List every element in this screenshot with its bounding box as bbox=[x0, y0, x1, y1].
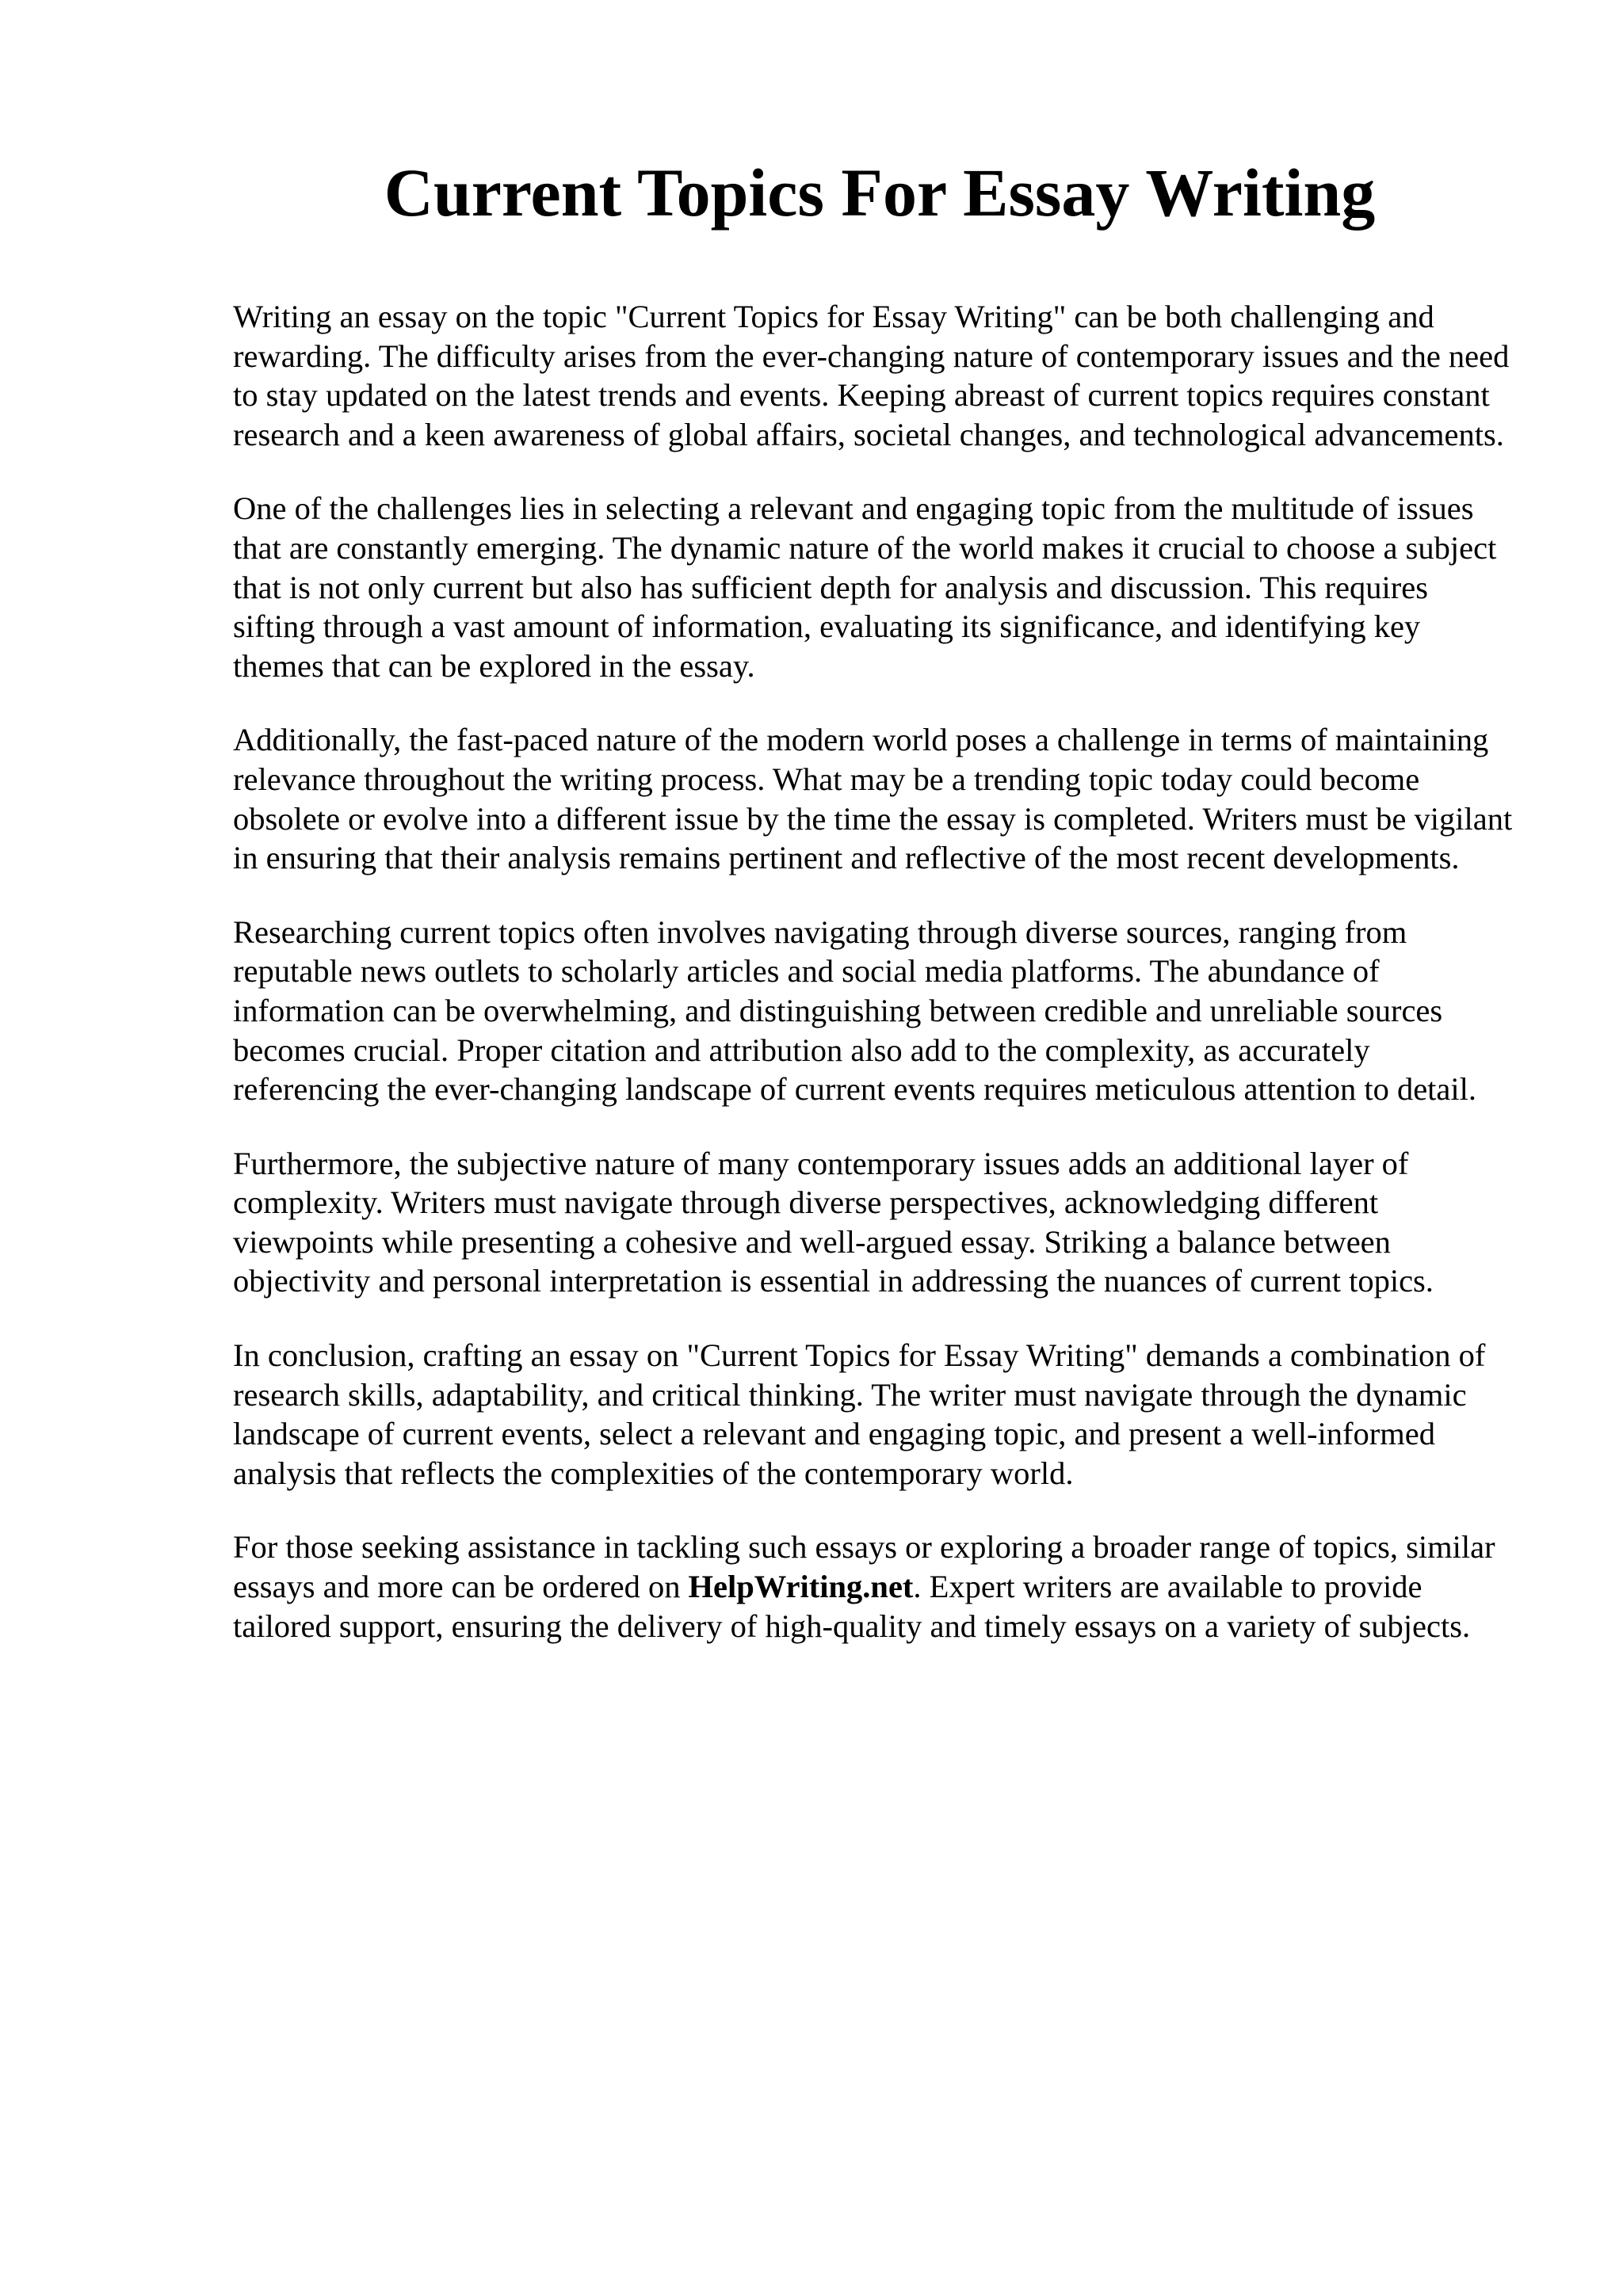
paragraph-closing bbox=[233, 1527, 1517, 1646]
paragraph-topic-selection: One of the challenges lies in selecting a relevant and engaging topic from the multitude of issues that are constantly emerging. The dynamic nature of the world makes it crucial to choose a subject that is not only current but also has sufficient depth for analysis and discussion. This requires sifting through a vast amount of information, evaluating its significance, and identifying key themes that can be explored in the essay. bbox=[233, 490, 1497, 684]
helpwriting-link[interactable]: HelpWriting.net bbox=[688, 1569, 914, 1605]
paragraph-intro: Writing an essay on the topic "Current Topics for Essay Writing" can be both challenging and rewarding. The difficulty arises from the ever-changing nature of contemporary issues and the need to stay updated on the latest trends and events. Keeping abreast of current topics requires constant research and a keen awareness of global affairs, societal changes, and technological advancements. bbox=[233, 299, 1510, 452]
paragraph-research: Researching current topics often involves navigating through diverse sources, ranging from reputable news outlets to scholarly articles and social media platforms. The abundance of information can be overwhelming, and distinguishing between credible and unreliable sources becomes crucial. Proper citation and attribution also add to the complexity, as accurately referencing the ever-changing landscape of current events requires meticulous attention to detail. bbox=[233, 913, 1477, 1108]
document-title: Current Topics For Essay Writing bbox=[384, 154, 1376, 231]
paragraph-relevance: Additionally, the fast-paced nature of the modern world poses a challenge in terms of maintaining relevance throughout the writing process. What may be a trending topic today could become obsolete or evolve into a different issue by the time the essay is completed. Writers must be vigilant in ensuring that their analysis remains pertinent and reflective of the most recent developments. bbox=[233, 722, 1513, 876]
closing-text-before-link: For those seeking assistance in tackling such essays or exploring a broader range of topics, similar essays and more can be ordered on bbox=[233, 1529, 1495, 1605]
paragraph-conclusion: In conclusion, crafting an essay on "Current Topics for Essay Writing" demands a combination of research skills, adaptability, and critical thinking. The writer must navigate through the dynamic landscape of current events, select a relevant and engaging topic, and present a well-informed analysis that reflects the complexities of the contemporary world. bbox=[233, 1337, 1486, 1491]
paragraph-subjectivity: Furthermore, the subjective nature of many contemporary issues adds an additional layer of complexity. Writers must navigate through diverse perspectives, acknowledging different viewpoints while presenting a cohesive and well-argued essay. Striking a balance between objectivity and personal interpretation is essential in addressing the nuances of current topics. bbox=[233, 1145, 1434, 1299]
document-body bbox=[233, 297, 1517, 1680]
closing-text-after-link: . Expert writers are available to provide tailored support, ensuring the delivery of high-quality and timely essays on a variety of subjects. bbox=[233, 1569, 1471, 1644]
